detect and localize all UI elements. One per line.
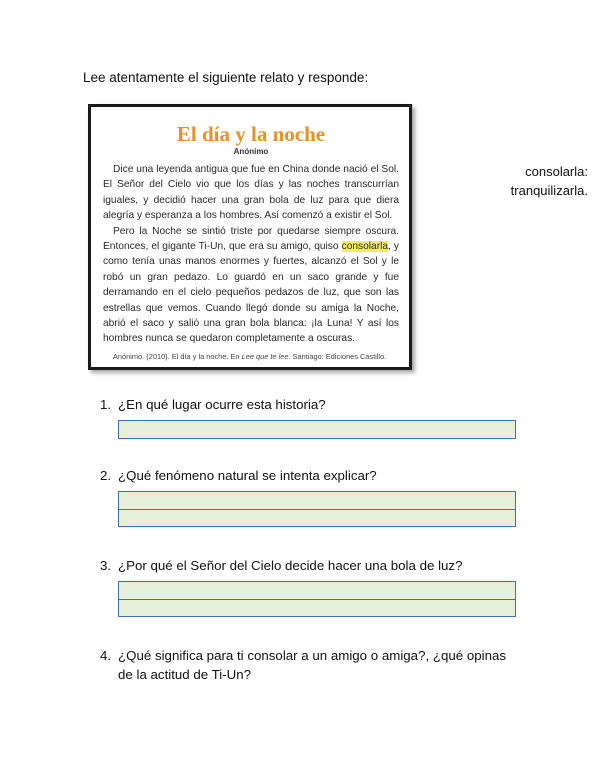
question-number: 2. [100,468,112,483]
answer-line[interactable] [119,582,515,599]
question-text: ¿Por qué el Señor del Cielo decide hacer una bola de luz? [118,558,463,573]
question-text: ¿En qué lugar ocurre esta historia? [118,397,326,412]
story-image [88,104,412,370]
question-1 [100,395,520,414]
citation-end: . Santiago: Ediciones Castillo. [288,351,387,361]
question-number: 1. [100,397,112,412]
question-4 [100,646,520,684]
story-author: Anónimo [233,147,269,156]
instruction-text: Lee atentamente el siguiente relato y responde: [83,70,369,85]
gloss-term: consolarla: [525,164,588,179]
answer-line[interactable] [119,492,515,509]
question-number: 4. [100,648,112,663]
highlighted-word: consolarla [341,241,389,253]
story-paragraph-1: Dice una leyenda antigua que fue en China donde nació el Sol. El Señor del Cielo vio que los días y las noches transcurrían iguales, y decidió hacer una gran bola de luz para que diera alegría y esperanza a los hombres. Así comenzó a existir el Sol. [103,164,399,222]
question-3 [100,556,520,575]
paragraph-2-start: Pero la Noche se sintió triste por quedarse siempre oscura. Entonces, el gigante Ti-Un, que era su amigo, quiso [103,225,399,253]
answer-line[interactable] [119,421,515,438]
question-text: ¿Qué significa para ti consolar a un amigo o amiga?, ¿qué opinas de la actitud de Ti-Un? [118,648,507,682]
citation-book: Lee que te lee [241,351,289,361]
gloss-definition: tranquilizarla. [510,183,588,198]
citation-start: Anónimo. (2010). El día y la noche. En [113,351,242,361]
answer-line[interactable] [119,599,515,616]
question-text: ¿Qué fenómeno natural se intenta explicar? [118,468,377,483]
story-title: El día y la noche [176,122,326,146]
question-number: 3. [100,558,112,573]
answer-box-3[interactable] [118,581,516,617]
story-paragraph-2 [103,224,399,347]
vocabulary-gloss [511,162,588,200]
paragraph-2-end: , y como tenía unas manos enormes y fuertes, alcanzó el Sol y le robó un gran pedazo. Lo guardó en un saco grande y fue derramando en el cielo pequeños pedazos de luz, que son las estrellas que vemos. Cuando llegó donde su amiga la Noche, abrió el saco y salió una gran bola blanca: ¡la Luna! Y así los hombres nunca se quedaron completamente a oscuras. [103,241,399,345]
question-2 [100,466,520,485]
story-citation [103,352,399,361]
answer-box-2[interactable] [118,491,516,527]
answer-box-1[interactable] [118,420,516,439]
answer-line[interactable] [119,509,515,526]
